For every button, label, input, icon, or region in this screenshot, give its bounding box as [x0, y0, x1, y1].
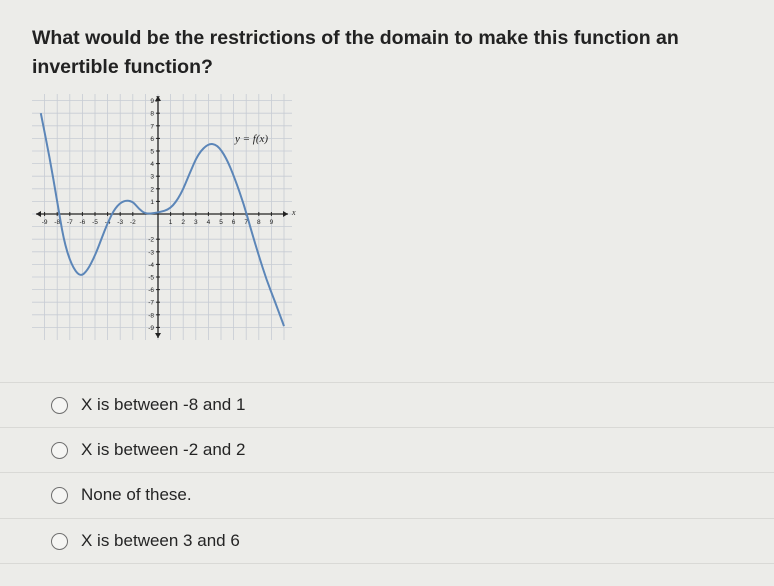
y-tick-label: -8 — [148, 312, 154, 320]
option-1[interactable] — [0, 382, 774, 427]
x-tick-label: -2 — [129, 219, 136, 226]
x-tick-label: 9 — [269, 219, 274, 226]
y-tick-label: 2 — [150, 186, 154, 194]
graph-grid — [32, 94, 292, 340]
x-tick-label: 2 — [181, 219, 186, 226]
x-axis-arrow-left — [36, 211, 41, 217]
y-tick-label: 9 — [150, 98, 154, 106]
y-tick-label: 6 — [150, 135, 154, 143]
x-tick-label: 3 — [193, 219, 198, 226]
radio-button[interactable] — [51, 487, 68, 504]
radio-button[interactable] — [51, 442, 68, 459]
y-tick-label: -5 — [148, 274, 154, 282]
x-axis-arrow — [283, 211, 288, 217]
y-tick-label: -9 — [148, 324, 154, 332]
function-label: y = f(x) — [235, 133, 269, 145]
option-label: X is between 3 and 6 — [81, 531, 240, 550]
x-axis-label: x — [292, 208, 296, 217]
option-2[interactable] — [0, 427, 774, 472]
x-tick-label: -9 — [41, 219, 48, 226]
x-tick-label: -3 — [117, 219, 124, 226]
x-tick-label: -4 — [104, 219, 111, 226]
y-axis-arrow-down — [155, 333, 161, 338]
x-tick-label: 4 — [206, 219, 211, 226]
radio-button[interactable] — [51, 533, 68, 550]
option-label: None of these. — [81, 485, 192, 504]
radio-button[interactable] — [51, 397, 68, 414]
option-label: X is between -8 and 1 — [81, 395, 246, 414]
option-4[interactable] — [0, 518, 774, 563]
y-tick-label: 5 — [150, 148, 154, 156]
y-tick-label: 3 — [150, 173, 154, 181]
y-tick-label: -2 — [148, 236, 154, 244]
y-tick-label: 1 — [150, 198, 154, 206]
graph-svg — [30, 92, 298, 344]
divider — [0, 563, 774, 564]
x-tick-label: 7 — [244, 219, 249, 226]
y-tick-label: -7 — [148, 299, 154, 307]
y-tick-label: -6 — [148, 287, 154, 295]
x-tick-label: -6 — [79, 219, 86, 226]
y-axis-label: y — [156, 93, 160, 102]
x-tick-label: 5 — [219, 219, 223, 226]
function-curve — [41, 110, 284, 326]
y-tick-label: 7 — [150, 123, 154, 131]
function-graph — [30, 92, 298, 344]
y-tick-label: 8 — [150, 110, 154, 118]
question-text: What would be the restrictions of the domain to make this function an invertible function? — [32, 27, 679, 78]
x-tick-label: 8 — [256, 219, 261, 226]
x-tick-label: 1 — [168, 219, 173, 226]
x-tick-label: -7 — [66, 219, 73, 226]
y-tick-label: -3 — [148, 249, 154, 257]
x-tick-label: 6 — [231, 219, 236, 226]
y-tick-label: -4 — [148, 261, 154, 269]
x-tick-label: -5 — [92, 219, 98, 226]
y-tick-label: 4 — [150, 161, 154, 169]
x-tick-label: -8 — [54, 219, 61, 226]
option-label: X is between -2 and 2 — [81, 440, 246, 459]
option-3[interactable] — [0, 472, 774, 517]
